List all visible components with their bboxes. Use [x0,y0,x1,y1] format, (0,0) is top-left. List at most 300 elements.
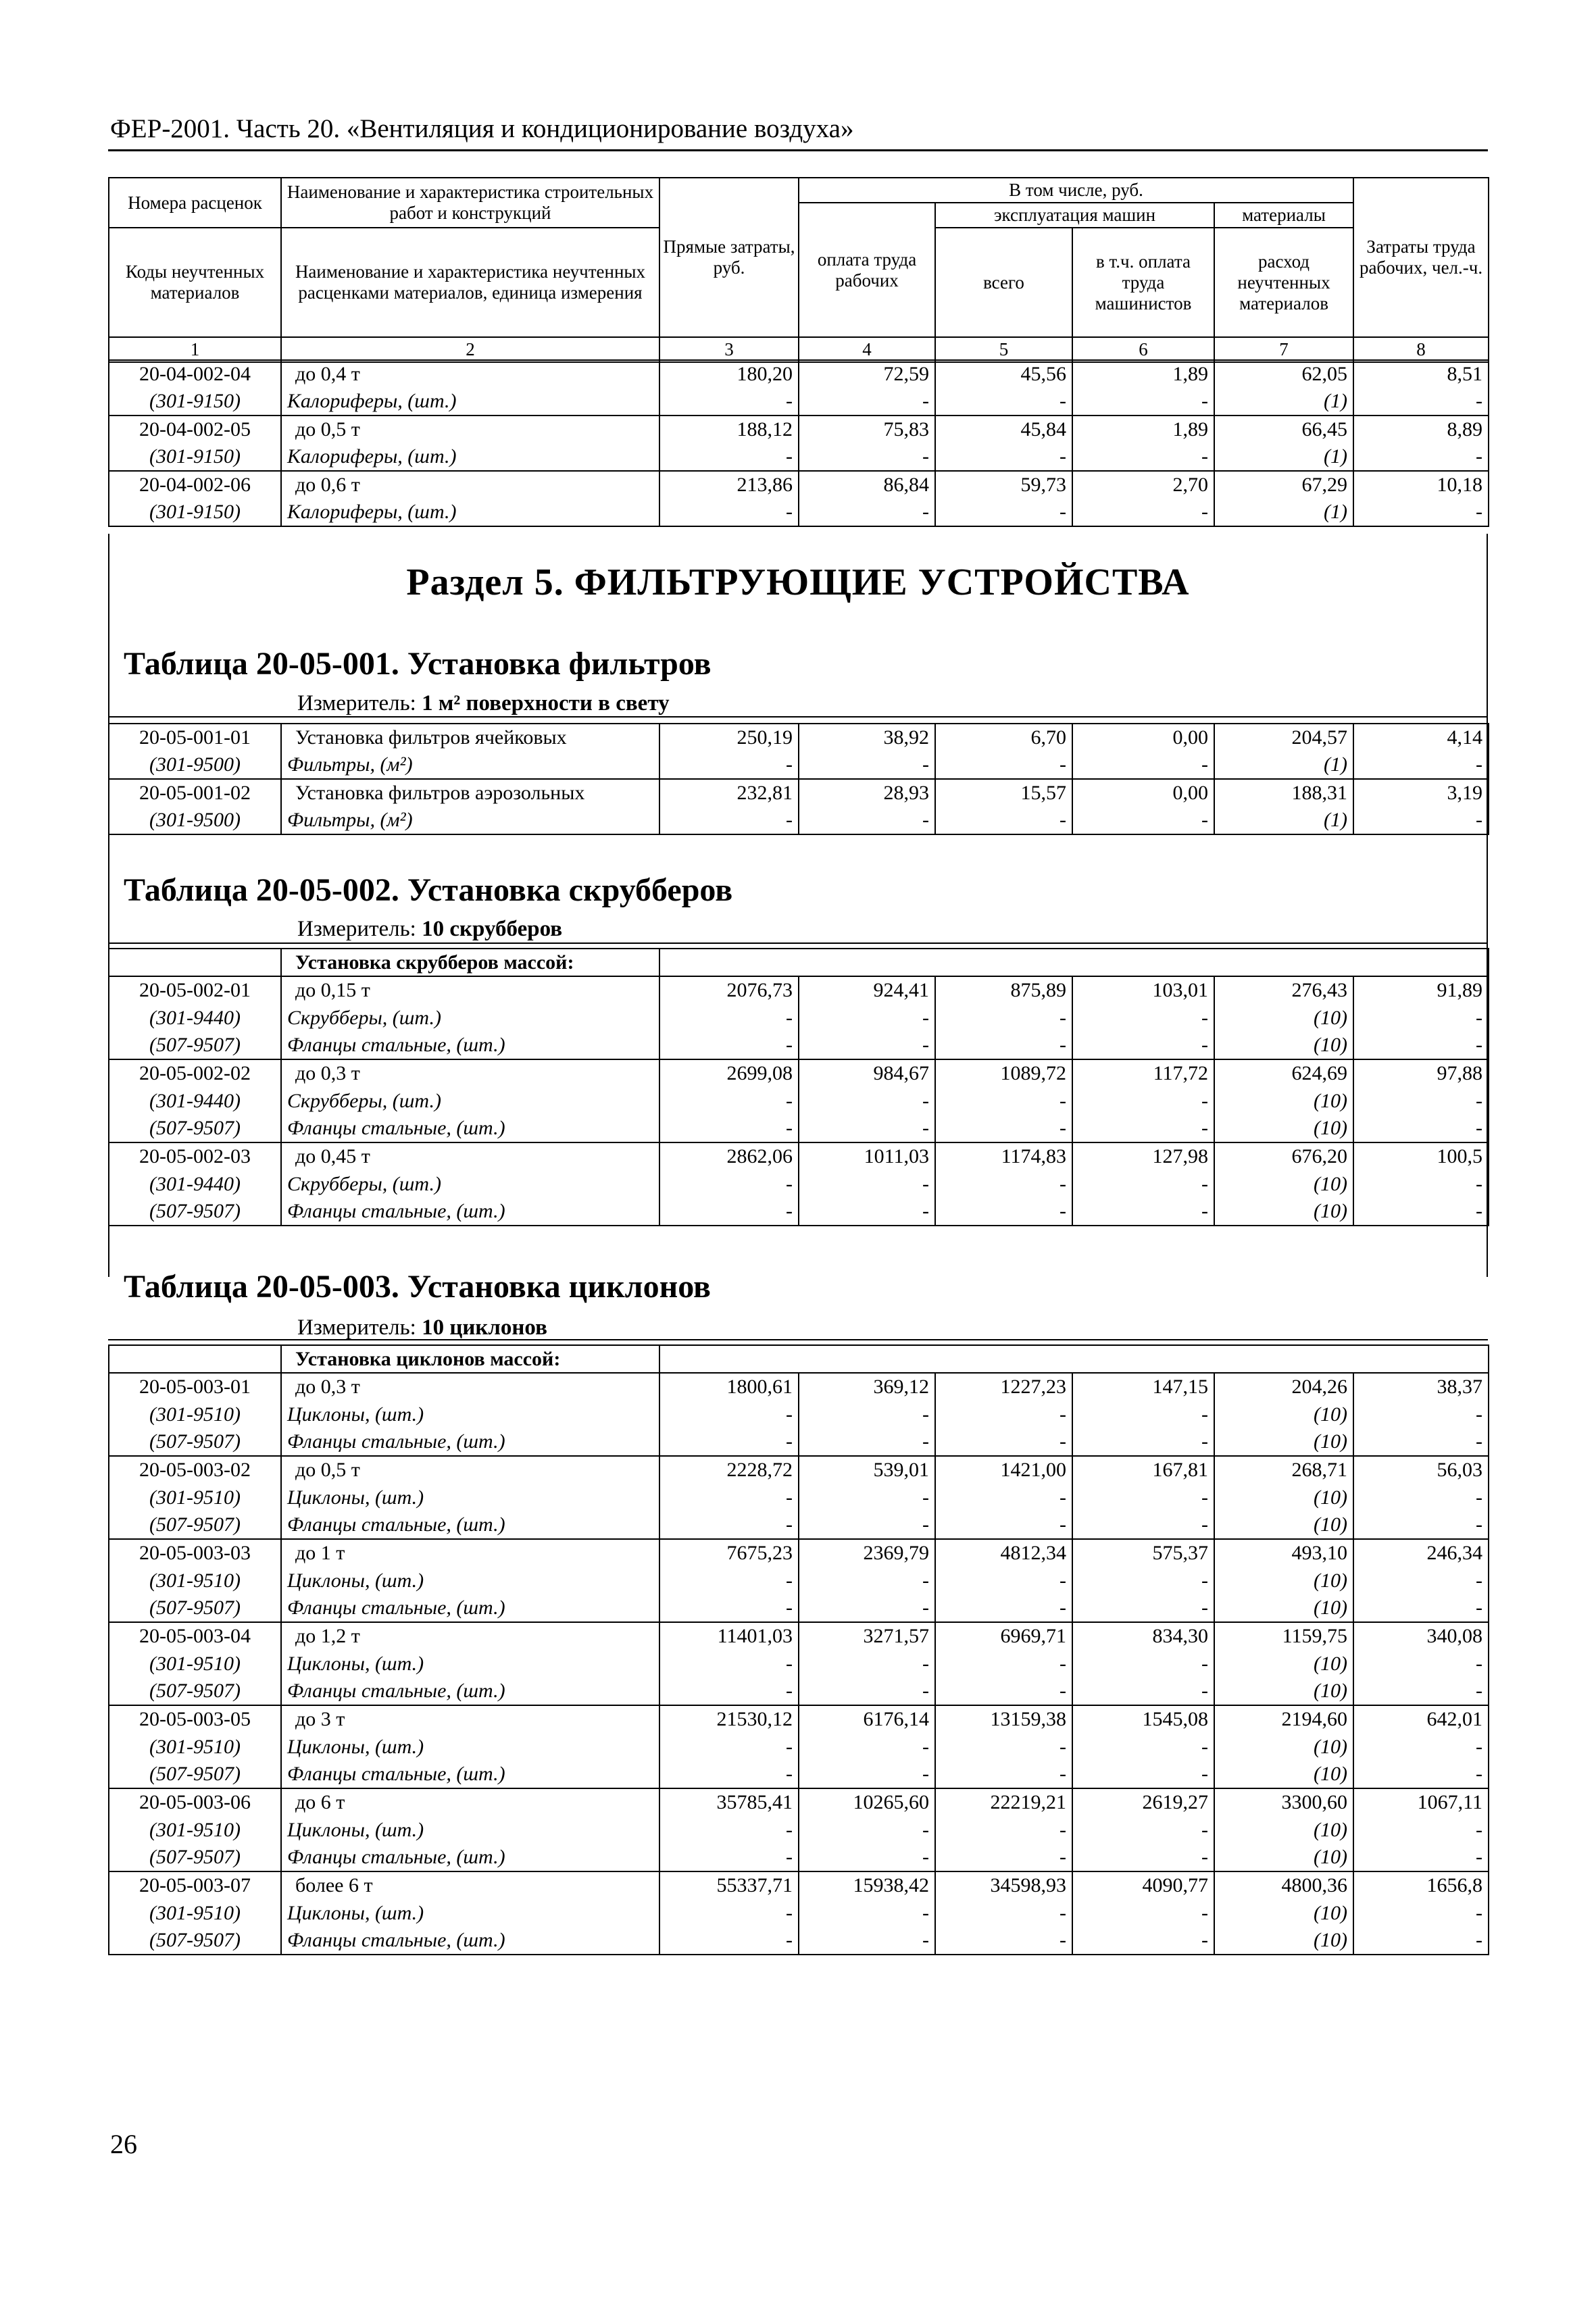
material-qty: (1) [1214,751,1353,779]
value-c7: 204,26 [1214,1373,1353,1401]
empty-cell [109,1345,281,1373]
value-c4: 10265,60 [799,1788,935,1816]
rate-code: 20-05-003-03 [109,1539,281,1567]
value-c7: 268,71 [1214,1456,1353,1484]
measure-scrubbers [297,917,562,942]
material-name: Фланцы стальные, (шт.) [281,1844,659,1871]
dash-cell: - [935,751,1072,779]
frame-left [108,534,109,1277]
value-c5: 875,89 [935,976,1072,1004]
dash-cell: - [1072,388,1214,416]
material-row [109,499,1489,526]
header-rule [108,149,1488,151]
value-c8: 56,03 [1353,1456,1489,1484]
dash-cell: - [659,1899,799,1927]
value-c4: 2369,79 [799,1539,935,1567]
rate-name: более 6 т [281,1871,659,1899]
material-row [109,1511,1489,1539]
dash-cell: - [1072,1087,1214,1115]
rate-name: Установка фильтров аэрозольных [281,779,659,807]
value-c3: 213,86 [659,471,799,499]
dash-cell: - [1353,1032,1489,1059]
material-code: (301-9150) [109,443,281,471]
dash-cell: - [1072,1004,1214,1032]
material-code: (301-9440) [109,1004,281,1032]
value-c7: 4800,36 [1214,1871,1353,1899]
material-name: Фильтры, (м²) [281,807,659,834]
dash-cell: - [799,1170,935,1198]
value-c3: 35785,41 [659,1788,799,1816]
value-c6: 834,30 [1072,1622,1214,1650]
value-c5: 45,84 [935,416,1072,443]
dash-cell: - [799,1844,935,1871]
table-row [109,1373,1489,1401]
rate-code: 20-05-003-01 [109,1373,281,1401]
col-header-labor: Затраты труда рабочих, чел.-ч. [1353,178,1489,337]
dash-cell: - [799,1927,935,1955]
frame-right [1487,534,1488,1277]
rates-table-heaters [108,359,1489,527]
dash-cell: - [799,1198,935,1226]
value-c5: 1089,72 [935,1059,1072,1087]
material-qty: (1) [1214,443,1353,471]
table-row [109,1622,1489,1650]
dash-cell: - [1353,1401,1489,1428]
material-name: Калориферы, (шт.) [281,388,659,416]
material-row [109,1401,1489,1428]
rule-cyclones [108,1339,1488,1340]
value-c4: 924,41 [799,976,935,1004]
value-c8: 3,19 [1353,779,1489,807]
value-c7: 1159,75 [1214,1622,1353,1650]
dash-cell: - [1072,1761,1214,1788]
dash-cell: - [1353,807,1489,834]
material-qty: (10) [1214,1594,1353,1622]
material-code: (301-9150) [109,388,281,416]
value-c8: 8,51 [1353,360,1489,388]
dash-cell: - [799,1650,935,1678]
rate-code: 20-05-003-07 [109,1871,281,1899]
dash-cell: - [799,1899,935,1927]
table-row [109,1871,1489,1899]
table-row [109,724,1489,751]
dash-cell: - [1353,1816,1489,1844]
rule-filters [108,716,1488,718]
material-code: (507-9507) [109,1678,281,1705]
dash-cell: - [1353,1428,1489,1456]
table-row [109,360,1489,388]
value-c3: 7675,23 [659,1539,799,1567]
value-c8: 642,01 [1353,1705,1489,1733]
col-header-operator-wages: в т.ч. оплата труда машинистов [1072,228,1214,337]
dash-cell: - [659,1733,799,1761]
material-row [109,1032,1489,1059]
value-c6: 1,89 [1072,360,1214,388]
dash-cell: - [1072,1115,1214,1142]
dash-cell: - [659,388,799,416]
dash-cell: - [1353,1511,1489,1539]
material-code: (301-9510) [109,1899,281,1927]
value-c4: 38,92 [799,724,935,751]
value-c5: 1174,83 [935,1142,1072,1170]
material-qty: (10) [1214,1484,1353,1511]
table-title-filters: Таблица 20-05-001. Установка фильтров [124,646,712,682]
rate-code: 20-04-002-04 [109,360,281,388]
material-row [109,1004,1489,1032]
value-c6: 1,89 [1072,416,1214,443]
material-qty: (10) [1214,1198,1353,1226]
material-name: Фланцы стальные, (шт.) [281,1594,659,1622]
dash-cell: - [659,1511,799,1539]
value-c3: 21530,12 [659,1705,799,1733]
value-c7: 3300,60 [1214,1788,1353,1816]
dash-cell: - [1072,807,1214,834]
material-row [109,1816,1489,1844]
dash-cell: - [659,1484,799,1511]
material-name: Фланцы стальные, (шт.) [281,1678,659,1705]
rate-code: 20-05-002-01 [109,976,281,1004]
material-row [109,1761,1489,1788]
dash-cell: - [659,1816,799,1844]
material-row [109,1087,1489,1115]
col-number: 4 [799,337,935,362]
dash-cell: - [1072,1170,1214,1198]
rate-code: 20-05-001-01 [109,724,281,751]
col-header-machines-total: всего [935,228,1072,337]
rate-name: до 0,5 т [281,1456,659,1484]
material-name: Циклоны, (шт.) [281,1567,659,1594]
dash-cell: - [659,751,799,779]
dash-cell: - [935,1428,1072,1456]
material-name: Циклоны, (шт.) [281,1401,659,1428]
dash-cell: - [659,1004,799,1032]
dash-cell: - [799,751,935,779]
dash-cell: - [1072,443,1214,471]
dash-cell: - [1353,499,1489,526]
dash-cell: - [1072,1733,1214,1761]
dash-cell: - [1072,1484,1214,1511]
material-name: Циклоны, (шт.) [281,1733,659,1761]
dash-cell: - [1072,1678,1214,1705]
rate-name: до 0,6 т [281,471,659,499]
dash-cell: - [799,1484,935,1511]
value-c6: 0,00 [1072,779,1214,807]
dash-cell: - [935,443,1072,471]
dash-cell: - [935,499,1072,526]
col-number: 1 [109,337,281,362]
col-number: 6 [1072,337,1214,362]
value-c7: 67,29 [1214,471,1353,499]
dash-cell: - [1353,1733,1489,1761]
table-row [109,471,1489,499]
dash-cell: - [1072,1198,1214,1226]
material-row [109,443,1489,471]
material-name: Фланцы стальные, (шт.) [281,1428,659,1456]
value-c3: 2228,72 [659,1456,799,1484]
material-row [109,1733,1489,1761]
value-c6: 147,15 [1072,1373,1214,1401]
rate-name: до 3 т [281,1705,659,1733]
dash-cell: - [659,443,799,471]
dash-cell: - [1353,1844,1489,1871]
dash-cell: - [935,1733,1072,1761]
value-c3: 180,20 [659,360,799,388]
col-number: 5 [935,337,1072,362]
dash-cell: - [799,1567,935,1594]
material-qty: (10) [1214,1816,1353,1844]
value-c6: 167,81 [1072,1456,1214,1484]
material-code: (301-9500) [109,807,281,834]
value-c8: 8,89 [1353,416,1489,443]
dash-cell: - [935,1816,1072,1844]
dash-cell: - [799,1511,935,1539]
rate-code: 20-05-001-02 [109,779,281,807]
group-label-row [109,949,1489,976]
dash-cell: - [799,1594,935,1622]
value-c7: 66,45 [1214,416,1353,443]
material-name: Фланцы стальные, (шт.) [281,1115,659,1142]
material-name: Скрубберы, (шт.) [281,1170,659,1198]
rates-table-cyclones [108,1344,1489,1955]
dash-cell: - [1353,1594,1489,1622]
dash-cell: - [1353,1678,1489,1705]
dash-cell: - [935,1678,1072,1705]
material-row [109,1567,1489,1594]
material-row [109,1170,1489,1198]
table-row [109,1705,1489,1733]
dash-cell: - [1353,1198,1489,1226]
dash-cell: - [1072,1594,1214,1622]
material-code: (301-9510) [109,1401,281,1428]
value-c5: 22219,21 [935,1788,1072,1816]
material-code: (301-9510) [109,1567,281,1594]
material-qty: (1) [1214,807,1353,834]
dash-cell: - [1072,1032,1214,1059]
dash-cell: - [659,1087,799,1115]
rate-name: до 0,4 т [281,360,659,388]
dash-cell: - [935,1170,1072,1198]
material-code: (507-9507) [109,1844,281,1871]
dash-cell: - [935,1032,1072,1059]
col-header-name-materials: Наименование и характеристика неучтенных расценками материалов, единица измерения [281,228,659,337]
value-c7: 188,31 [1214,779,1353,807]
rate-code: 20-04-002-05 [109,416,281,443]
material-row [109,1484,1489,1511]
rate-name: до 1,2 т [281,1622,659,1650]
dash-cell: - [935,1899,1072,1927]
material-code: (301-9440) [109,1087,281,1115]
value-c8: 38,37 [1353,1373,1489,1401]
table-row [109,1539,1489,1567]
measure-value: 1 м² поверхности в свету [422,691,670,715]
measure-value: 10 циклонов [422,1315,547,1340]
value-c4: 984,67 [799,1059,935,1087]
dash-cell: - [1072,1428,1214,1456]
dash-cell: - [935,1198,1072,1226]
value-c4: 72,59 [799,360,935,388]
dash-cell: - [935,1594,1072,1622]
dash-cell: - [1353,1484,1489,1511]
dash-cell: - [935,807,1072,834]
dash-cell: - [935,1927,1072,1955]
material-qty: (10) [1214,1567,1353,1594]
table-row [109,1142,1489,1170]
material-row [109,1428,1489,1456]
material-code: (301-9510) [109,1816,281,1844]
group-label: Установка циклонов массой: [281,1345,659,1373]
dash-cell: - [935,1511,1072,1539]
dash-cell: - [935,1087,1072,1115]
rate-name: до 0,15 т [281,976,659,1004]
group-label-row [109,1345,1489,1373]
dash-cell: - [659,499,799,526]
value-c7: 676,20 [1214,1142,1353,1170]
rates-table-filters [108,723,1489,835]
material-qty: (1) [1214,499,1353,526]
rate-code: 20-05-002-03 [109,1142,281,1170]
material-code: (301-9500) [109,751,281,779]
measure-filters [297,691,670,716]
material-row [109,1650,1489,1678]
page-header: ФЕР-2001. Часть 20. «Вентиляция и кондиционирование воздуха» [110,114,854,143]
dash-cell: - [799,1004,935,1032]
dash-cell: - [935,1567,1072,1594]
value-c6: 0,00 [1072,724,1214,751]
value-c7: 2194,60 [1214,1705,1353,1733]
value-c6: 2619,27 [1072,1788,1214,1816]
value-c8: 91,89 [1353,976,1489,1004]
value-c5: 59,73 [935,471,1072,499]
value-c6: 127,98 [1072,1142,1214,1170]
dash-cell: - [1353,1087,1489,1115]
material-name: Фланцы стальные, (шт.) [281,1032,659,1059]
value-c7: 493,10 [1214,1539,1353,1567]
dash-cell: - [659,1844,799,1871]
material-code: (507-9507) [109,1032,281,1059]
dash-cell: - [659,1927,799,1955]
value-c3: 232,81 [659,779,799,807]
value-c8: 340,08 [1353,1622,1489,1650]
rate-code: 20-04-002-06 [109,471,281,499]
value-c8: 1656,8 [1353,1871,1489,1899]
material-qty: (10) [1214,1170,1353,1198]
value-c4: 369,12 [799,1373,935,1401]
table-row [109,976,1489,1004]
col-header-code: Номера расценок [109,178,281,228]
value-c3: 2862,06 [659,1142,799,1170]
table-row [109,779,1489,807]
value-c4: 539,01 [799,1456,935,1484]
material-qty: (10) [1214,1927,1353,1955]
col-number: 3 [659,337,799,362]
dash-cell: - [1072,1511,1214,1539]
value-c5: 15,57 [935,779,1072,807]
value-c4: 1011,03 [799,1142,935,1170]
col-number: 7 [1214,337,1353,362]
material-row [109,807,1489,834]
dash-cell: - [799,388,935,416]
material-code: (507-9507) [109,1594,281,1622]
value-c5: 1227,23 [935,1373,1072,1401]
rate-code: 20-05-003-06 [109,1788,281,1816]
dash-cell: - [659,1650,799,1678]
group-label: Установка скрубберов массой: [281,949,659,976]
dash-cell: - [1353,1115,1489,1142]
table-title-scrubbers: Таблица 20-05-002. Установка скрубберов [124,872,733,908]
material-row [109,1594,1489,1622]
dash-cell: - [659,1115,799,1142]
dash-cell: - [1072,1844,1214,1871]
value-c6: 2,70 [1072,471,1214,499]
rate-name: до 0,3 т [281,1059,659,1087]
material-code: (507-9507) [109,1428,281,1456]
material-qty: (10) [1214,1650,1353,1678]
value-c4: 15938,42 [799,1871,935,1899]
material-name: Фланцы стальные, (шт.) [281,1511,659,1539]
material-code: (507-9507) [109,1198,281,1226]
dash-cell: - [1072,1650,1214,1678]
material-qty: (10) [1214,1032,1353,1059]
col-number: 8 [1353,337,1489,362]
dash-cell: - [935,1484,1072,1511]
dash-cell: - [1353,1927,1489,1955]
measure-label: Измеритель: [297,1315,416,1340]
material-row [109,388,1489,416]
material-row [109,1115,1489,1142]
dash-cell: - [1072,1567,1214,1594]
dash-cell: - [799,1678,935,1705]
value-c8: 4,14 [1353,724,1489,751]
dash-cell: - [799,1115,935,1142]
table-row [109,1059,1489,1087]
dash-cell: - [659,1032,799,1059]
rates-table-scrubbers [108,948,1489,1226]
material-name: Циклоны, (шт.) [281,1899,659,1927]
material-name: Скрубберы, (шт.) [281,1087,659,1115]
rate-name: до 6 т [281,1788,659,1816]
dash-cell: - [935,1844,1072,1871]
empty-cell [659,949,1489,976]
material-name: Циклоны, (шт.) [281,1816,659,1844]
rate-code: 20-05-003-02 [109,1456,281,1484]
material-name: Фланцы стальные, (шт.) [281,1927,659,1955]
dash-cell: - [1072,499,1214,526]
table-row [109,416,1489,443]
material-qty: (10) [1214,1115,1353,1142]
dash-cell: - [659,1594,799,1622]
value-c4: 86,84 [799,471,935,499]
dash-cell: - [659,1401,799,1428]
col-number: 2 [281,337,659,362]
dash-cell: - [659,1567,799,1594]
dash-cell: - [935,1761,1072,1788]
col-header-wages: оплата труда рабочих [799,203,935,337]
material-name: Фильтры, (м²) [281,751,659,779]
value-c8: 97,88 [1353,1059,1489,1087]
value-c8: 10,18 [1353,471,1489,499]
value-c3: 55337,71 [659,1871,799,1899]
measure-label: Измеритель: [297,917,416,941]
col-header-code-materials: Коды неучтенных материалов [109,228,281,337]
material-qty: (10) [1214,1678,1353,1705]
value-c4: 28,93 [799,779,935,807]
value-c7: 276,43 [1214,976,1353,1004]
material-name: Калориферы, (шт.) [281,499,659,526]
dash-cell: - [799,443,935,471]
value-c5: 4812,34 [935,1539,1072,1567]
material-qty: (10) [1214,1004,1353,1032]
dash-cell: - [1072,1401,1214,1428]
